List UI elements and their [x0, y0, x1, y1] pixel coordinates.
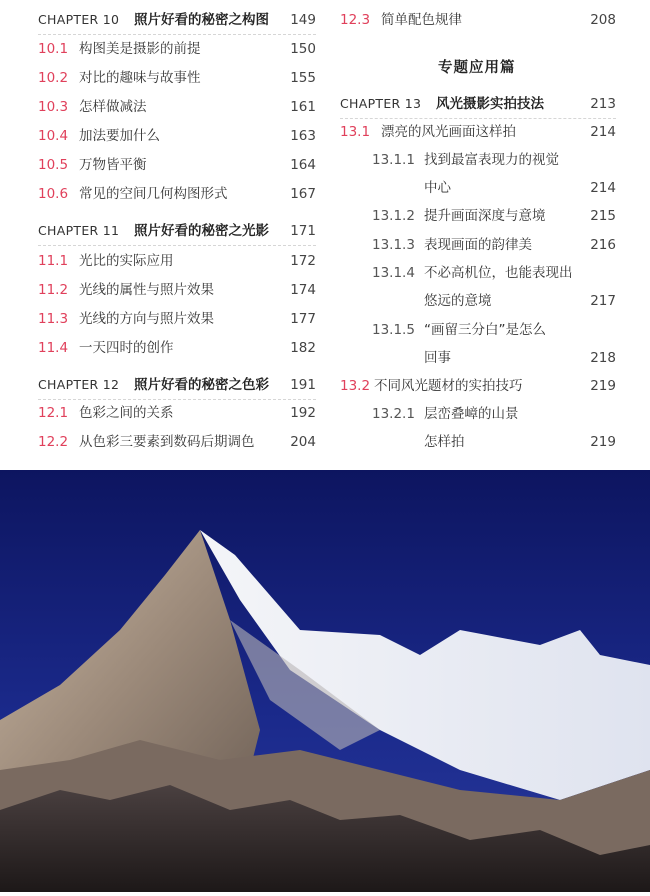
entry-title: 怎样做减法: [79, 99, 147, 115]
entry-number: 11.3: [38, 311, 69, 327]
chapter-divider: [340, 118, 616, 119]
chapter-divider: [38, 399, 316, 400]
entry-number: 13.1.3: [372, 237, 415, 253]
entry-number: 13.1.2: [372, 208, 415, 224]
entry-title: 对比的趣味与故事性: [79, 70, 201, 86]
page-number: 191: [290, 377, 316, 393]
entry-number: 11.1: [38, 253, 69, 269]
entry-number: 10.4: [38, 128, 69, 144]
page-number: 163: [290, 128, 316, 144]
page-number: 218: [590, 350, 616, 366]
entry-title: 从色彩三要素到数码后期调色: [79, 434, 255, 450]
section-title: 专题应用篇: [438, 60, 516, 76]
entry-number: 13.1.4: [372, 265, 415, 281]
page-number: 215: [590, 208, 616, 224]
entry-title: 加法要加什么: [79, 128, 160, 144]
chapter-label: CHAPTER 11: [38, 223, 120, 238]
entry-title-line2: 回事: [424, 350, 451, 366]
entry-title: 不同风光题材的实拍技巧: [374, 378, 523, 394]
chapter-divider: [38, 34, 316, 35]
page-number: 177: [290, 311, 316, 327]
entry-title: 万物皆平衡: [79, 157, 147, 173]
entry-title-line1: 不必高机位，也能表现出: [424, 265, 573, 281]
chapter-label: CHAPTER 13: [340, 96, 422, 111]
entry-title-line2: 怎样拍: [424, 434, 465, 450]
page-number: 161: [290, 99, 316, 115]
entry-title: 构图美是摄影的前提: [79, 41, 201, 57]
chapter-label: CHAPTER 10: [38, 12, 120, 27]
page-number: 214: [590, 124, 616, 140]
chapter-label: CHAPTER 12: [38, 377, 120, 392]
page-number: 219: [590, 434, 616, 450]
page-number: 213: [590, 96, 616, 112]
chapter-title: 照片好看的秘密之光影: [134, 223, 269, 239]
page-number: 219: [590, 378, 616, 394]
entry-title: 光线的方向与照片效果: [79, 311, 214, 327]
entry-number: 13.2.1: [372, 406, 415, 422]
page-number: 155: [290, 70, 316, 86]
entry-number: 13.1.1: [372, 152, 415, 168]
entry-title: 表现画面的韵律美: [424, 237, 532, 253]
entry-title: 提升画面深度与意境: [424, 208, 546, 224]
page-number: 214: [590, 180, 616, 196]
page-number: 216: [590, 237, 616, 253]
entry-number: 12.1: [38, 405, 69, 421]
page-number: 149: [290, 12, 316, 28]
page-number: 171: [290, 223, 316, 239]
page-number: 192: [290, 405, 316, 421]
entry-number: 10.5: [38, 157, 69, 173]
entry-title-line2: 悠远的意境: [424, 293, 492, 309]
entry-number: 10.6: [38, 186, 69, 202]
page-number: 172: [290, 253, 316, 269]
mountain-photo: [0, 470, 650, 892]
entry-title: 漂亮的风光画面这样拍: [381, 124, 516, 140]
entry-title: 常见的空间几何构图形式: [79, 186, 228, 202]
chapter-divider: [38, 245, 316, 246]
entry-number: 12.3: [340, 12, 371, 28]
entry-number: 10.2: [38, 70, 69, 86]
entry-title: 色彩之间的关系: [79, 405, 174, 421]
entry-title: 光比的实际应用: [79, 253, 174, 269]
entry-number: 10.3: [38, 99, 69, 115]
page-number: 182: [290, 340, 316, 356]
page-number: 217: [590, 293, 616, 309]
entry-number: 12.2: [38, 434, 69, 450]
entry-number: 13.2: [340, 378, 371, 394]
entry-number: 13.1.5: [372, 322, 415, 338]
entry-title: 光线的属性与照片效果: [79, 282, 214, 298]
entry-title-line2: 中心: [424, 180, 451, 196]
chapter-title: 照片好看的秘密之色彩: [134, 377, 269, 393]
page-number: 204: [290, 434, 316, 450]
entry-number: 13.1: [340, 124, 371, 140]
chapter-title: 照片好看的秘密之构图: [134, 12, 269, 28]
chapter-title: 风光摄影实拍技法: [436, 96, 544, 112]
entry-title-line1: 找到最富表现力的视觉: [424, 152, 559, 168]
entry-number: 11.4: [38, 340, 69, 356]
page-number: 164: [290, 157, 316, 173]
entry-title: 一天四时的创作: [79, 340, 174, 356]
entry-title: 简单配色规律: [381, 12, 462, 28]
entry-number: 11.2: [38, 282, 69, 298]
page-number: 174: [290, 282, 316, 298]
entry-number: 10.1: [38, 41, 69, 57]
page-number: 167: [290, 186, 316, 202]
entry-title-line1: 层峦叠嶂的山景: [424, 406, 519, 422]
page-number: 150: [290, 41, 316, 57]
entry-title-line1: “画留三分白”是怎么: [424, 322, 546, 338]
page-number: 208: [590, 12, 616, 28]
